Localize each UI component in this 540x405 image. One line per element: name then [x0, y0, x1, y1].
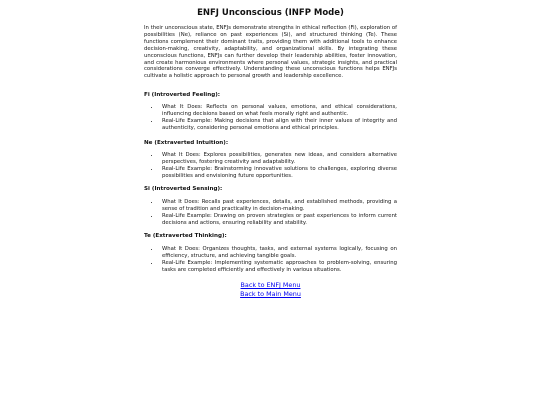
list-item: • What It Does: Reflects on personal values, emotions, and ethical considerations, influencing decisions based on what feels morally right and authentic. — [160, 104, 397, 118]
list-item: • What It Does: Recalls past experiences, details, and established methods, providing a sense of tradition and practicality in decision-making. — [160, 199, 397, 213]
section-list-te — [144, 246, 397, 274]
section-heading-te: Te (Extraverted Thinking): — [144, 233, 227, 239]
list-item: • Real-Life Example: Implementing systematic approaches to problem-solving, ensuring tasks are completed efficiently and effectively in various situations. — [160, 260, 397, 274]
intro-paragraph: In their unconscious state, ENFJs demonstrate strengths in ethical reflection (Fi), exploration of possibilities (Ne), reliance on past experiences (Si), and structured thinking (Te). These functions complement their dominant traits, providing them with additional tools to enhance decision-making, creativity, adaptability, and organizational skills. By integrating these unconscious functions, ENFJs can further develop their leadership abilities, foster innovation, and create harmonious environments where personal values, strategic insights, and practical considerations converge effectively. Understanding these unconscious functions helps ENFJs cultivate a holistic approach to personal growth and leadership excellence. — [144, 25, 397, 80]
section-list-ne — [144, 152, 397, 180]
section-heading-si: Si (Introverted Sensing): — [144, 186, 223, 192]
section-list-fi — [144, 104, 397, 132]
section-heading-ne: Ne (Extraverted Intuition): — [144, 140, 229, 146]
back-to-main-menu-link[interactable]: Back to Main Menu — [240, 289, 301, 298]
list-item: • Real-Life Example: Drawing on proven strategies or past experiences to inform current decisions and actions, ensuring reliability and stability. — [160, 213, 397, 227]
list-item: • What It Does: Organizes thoughts, tasks, and external systems logically, focusing on efficiency, structure, and achieving tangible goals. — [160, 246, 397, 260]
section-list-si — [144, 199, 397, 227]
back-to-enfj-menu-link[interactable]: Back to ENFJ Menu — [240, 281, 301, 289]
list-item: • Real-Life Example: Making decisions that align with their inner values of integrity and authenticity, considering personal emotions and ethical principles. — [160, 118, 397, 132]
page-title: ENFJ Unconscious (INFP Mode) — [197, 8, 344, 18]
list-item: • What It Does: Explores possibilities, generates new ideas, and considers alternative perspectives, fostering creativity and adaptability. — [160, 152, 397, 166]
section-heading-fi: Fi (Introverted Feeling): — [144, 92, 220, 98]
navigation-links — [144, 281, 397, 298]
list-item: • Real-Life Example: Brainstorming innovative solutions to challenges, exploring diverse possibilities and envisioning future opportunities. — [160, 166, 397, 180]
